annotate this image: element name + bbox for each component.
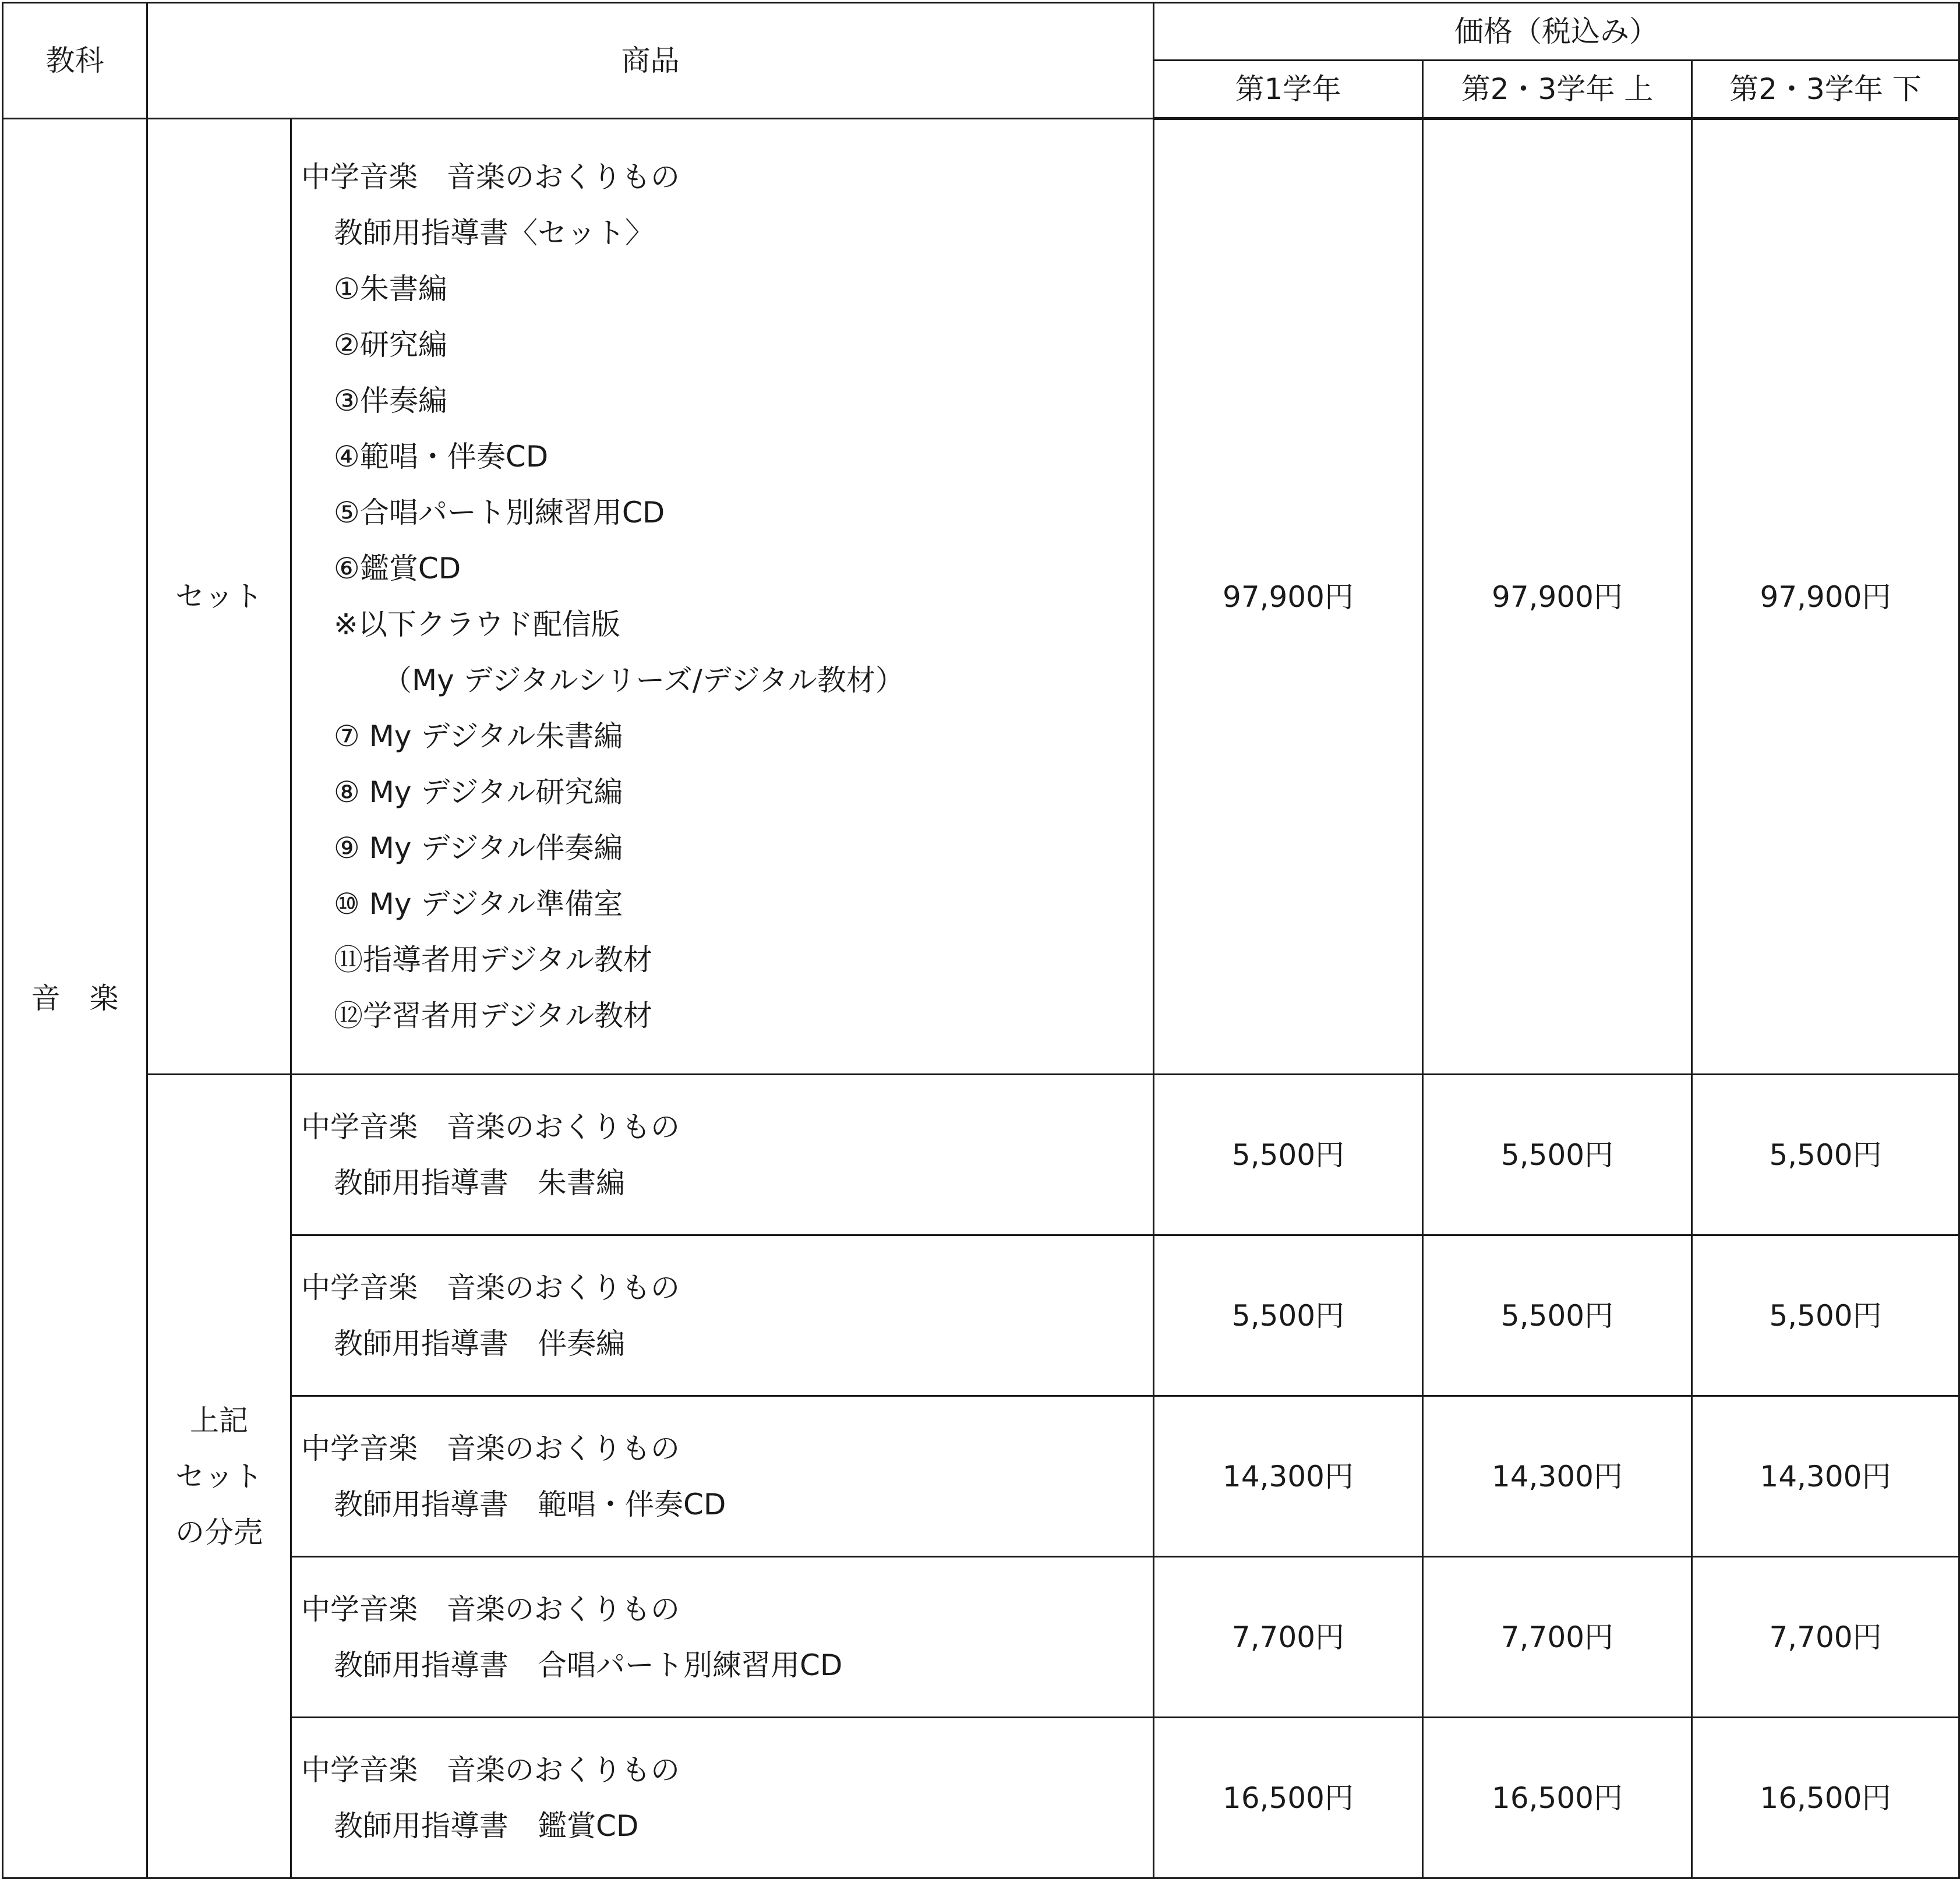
- set-line: 中学音楽 音楽のおくりもの: [301, 160, 680, 194]
- price-cell: 5,500円: [1423, 1075, 1692, 1235]
- price-cell: 16,500円: [1692, 1718, 1959, 1878]
- header-price-group: 価格（税込み）: [1154, 3, 1959, 61]
- product-line: 中学音楽 音楽のおくりもの: [301, 1592, 680, 1626]
- price-cell: 5,500円: [1692, 1235, 1959, 1396]
- set-line: ※以下クラウド配信版: [334, 608, 620, 641]
- set-line: ②研究編: [334, 328, 447, 362]
- product-line: 中学音楽 音楽のおくりもの: [301, 1270, 680, 1305]
- set-line: ③伴奏編: [334, 384, 447, 418]
- set-line: ⑩ My デジタル準備室: [334, 887, 623, 921]
- product-cell: [291, 1396, 1154, 1557]
- price-cell: 16,500円: [1154, 1718, 1423, 1878]
- price-cell: 14,300円: [1154, 1396, 1423, 1557]
- table-row: [3, 1557, 1959, 1718]
- price-cell: 5,500円: [1154, 1235, 1423, 1396]
- product-line: 教師用指導書 伴奏編: [334, 1326, 625, 1361]
- category-line: の分売: [175, 1515, 263, 1549]
- set-line: ⑦ My デジタル朱書編: [334, 719, 623, 753]
- set-line: （My デジタルシリーズ/デジタル教材）: [383, 663, 905, 697]
- price-table: [2, 2, 1960, 1879]
- price-cell: 14,300円: [1423, 1396, 1692, 1557]
- price-cell: 16,500円: [1423, 1718, 1692, 1878]
- set-line: ①朱書編: [334, 272, 447, 306]
- header-product: 商品: [147, 3, 1154, 119]
- set-line: ⑤合唱パート別練習用CD: [334, 496, 665, 529]
- table-row: [3, 1718, 1959, 1878]
- table-row: [3, 1075, 1959, 1235]
- price-cell: 5,500円: [1692, 1075, 1959, 1235]
- header-subject: 教科: [3, 3, 147, 119]
- product-cell: [291, 1075, 1154, 1235]
- product-cell: [291, 1718, 1154, 1878]
- product-line: 教師用指導書 範唱・伴奏CD: [334, 1487, 726, 1521]
- category-separate: [147, 1075, 291, 1878]
- category-line: セット: [175, 1459, 263, 1493]
- price-cell: 97,900円: [1423, 119, 1692, 1075]
- price-cell: 5,500円: [1154, 1075, 1423, 1235]
- set-line: ⑫学習者用デジタル教材: [334, 999, 652, 1033]
- header-grade-23-lower: 第2・3学年 下: [1692, 61, 1959, 119]
- category-set: セット: [147, 119, 291, 1075]
- table-row: [3, 1396, 1959, 1557]
- category-line: 上記: [190, 1403, 248, 1437]
- product-line: 中学音楽 音楽のおくりもの: [301, 1431, 680, 1465]
- price-cell: 7,700円: [1154, 1557, 1423, 1718]
- set-line: ⑥鑑賞CD: [334, 552, 461, 585]
- header-grade-1: 第1学年: [1154, 61, 1423, 119]
- subject-cell: 音 楽: [3, 119, 147, 1878]
- set-line: ⑨ My デジタル伴奏編: [334, 831, 623, 865]
- set-product-cell: [291, 119, 1154, 1075]
- product-line: 教師用指導書 鑑賞CD: [334, 1809, 639, 1843]
- price-cell: 14,300円: [1692, 1396, 1959, 1557]
- price-cell: 97,900円: [1154, 119, 1423, 1075]
- price-cell: 5,500円: [1423, 1235, 1692, 1396]
- set-line: ⑪指導者用デジタル教材: [334, 943, 652, 977]
- set-line: ④範唱・伴奏CD: [334, 440, 549, 474]
- set-line: ⑧ My デジタル研究編: [334, 775, 623, 809]
- price-cell: 97,900円: [1692, 119, 1959, 1075]
- product-line: 中学音楽 音楽のおくりもの: [301, 1110, 680, 1144]
- table-row: [3, 1235, 1959, 1396]
- product-line: 中学音楽 音楽のおくりもの: [301, 1753, 680, 1787]
- product-cell: [291, 1235, 1154, 1396]
- set-line: 教師用指導書〈セット〉: [334, 216, 654, 250]
- product-cell: [291, 1557, 1154, 1718]
- header-grade-23-upper: 第2・3学年 上: [1423, 61, 1692, 119]
- price-cell: 7,700円: [1692, 1557, 1959, 1718]
- price-cell: 7,700円: [1423, 1557, 1692, 1718]
- product-line: 教師用指導書 朱書編: [334, 1165, 625, 1200]
- product-line: 教師用指導書 合唱パート別練習用CD: [334, 1648, 843, 1682]
- table-row-set: [3, 119, 1959, 1075]
